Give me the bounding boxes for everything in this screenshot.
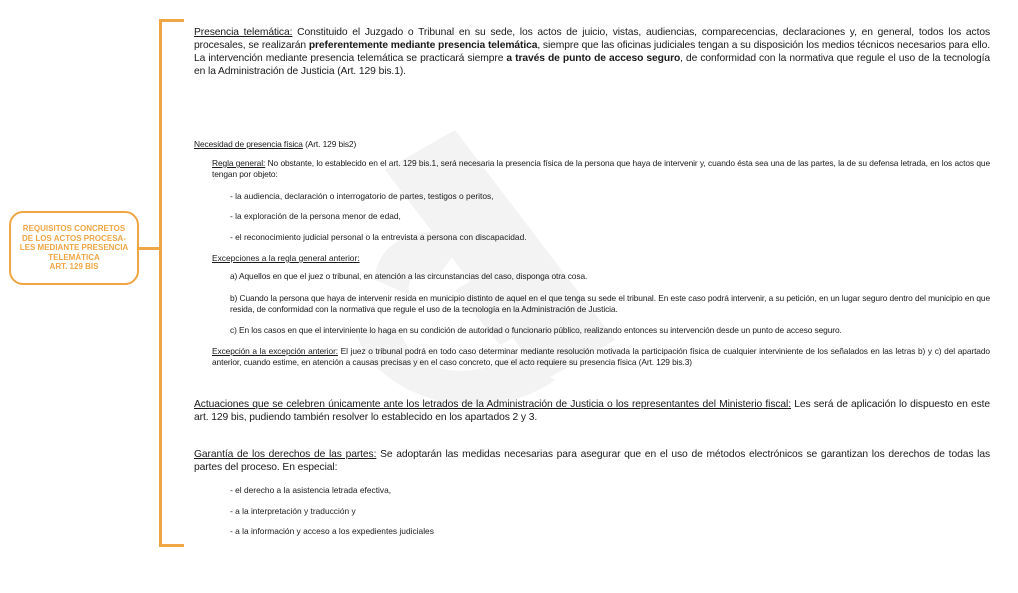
category-line: TELEMÁTICA: [48, 252, 100, 262]
section-heading: Garantía de los derechos de las partes:: [194, 449, 377, 460]
category-line: REQUISITOS CONCRETOS: [22, 224, 126, 234]
paragraph: [194, 398, 990, 424]
category-line: LES MEDIANTE PRESENCIA: [19, 243, 129, 253]
section-actuaciones: [194, 398, 990, 424]
section-heading: Presencia telemática:: [194, 27, 293, 38]
paragraph-text: No obstante, lo establecido en el art. 129 bis.1, será necesaria la presencia física de la persona que haya de intervenir y, cuando ésta sea una de las partes, la de su defensa letrada, en los actos que tengan por objeto:: [212, 158, 991, 180]
paragraph-text: , de conformidad con la normativa que regule el uso de la tecnología en la Administración de Justicia (Art. 129 bis.1).: [194, 53, 990, 77]
list-item: - el derecho a la asistencia letrada efectiva,: [230, 485, 392, 495]
category-line: DE LOS ACTOS PROCESA-: [21, 233, 126, 243]
section-presencia-telematica: [194, 26, 990, 78]
paragraph: [194, 26, 990, 78]
exception-c: [230, 325, 990, 336]
list-item: - a la información y acceso a los expedientes judiciales: [230, 526, 434, 536]
paragraph: [194, 139, 990, 150]
paragraph-text: El juez o tribunal podrá en todo caso determinar mediante resolución motivada la participación física de cualquier interviniente de los señalados en las letras b) y c) del apartado anterior, cuando estime, en atención a causas precisas y en el caso concreto, que el acto requiere su presencia física (Art. 129 bis.3): [212, 346, 990, 368]
category-box: [9, 211, 139, 285]
paragraph: [194, 448, 990, 474]
exception-a: [230, 271, 990, 282]
subsection-heading: Excepciones a la regla general anterior:: [212, 253, 360, 263]
bracket-bottom-tick: [159, 544, 184, 547]
paragraph-text: Se adoptarán las medidas necesarias para asegurar que en el uso de métodos electrónicos se garantizan los derechos de todas las partes del proceso. En especial:: [194, 449, 990, 473]
list-item: - la audiencia, declaración o interrogatorio de partes, testigos o peritos,: [230, 191, 494, 201]
paragraph-text: a) Aquellos en que el juez o tribunal, en atención a las circunstancias del caso, disponga otra cosa.: [230, 271, 588, 281]
category-title: [20, 224, 128, 272]
paragraph: [212, 346, 990, 368]
paragraph-text: c) En los casos en que el interviniente lo haga en su condición de autoridad o funcionario público, realizando entonces su intervención desde un punto de acceso seguro.: [230, 325, 842, 335]
bracket-top-tick: [159, 19, 184, 22]
section-presencia-fisica: [194, 139, 990, 150]
paragraph-text: b) Cuando la persona que haya de intervenir resida en municipio distinto de aquel en el que tenga su sede el tribunal. En este caso podrá intervenir, a su petición, en un lugar seguro dentro del municipio en que resida, de conformidad con la normativa que regule el uso de la tecnología en la Administración de Justicia.: [230, 293, 990, 315]
bracket-line: [159, 19, 162, 547]
exception-b: [230, 293, 990, 315]
bold-text: a través de punto de acceso seguro: [506, 53, 681, 64]
paragraph-text: , siempre que las oficinas judiciales tengan a su disposición los medios técnicos necesarios para ello. La intervención mediante presencia telemática se practicará siempre: [194, 40, 990, 64]
section-heading-suffix: (Art. 129 bis2): [302, 139, 357, 149]
category-line: ART. 129 BIS: [49, 262, 99, 272]
subsection-heading: Regla general:: [212, 158, 266, 168]
list-item: - la exploración de la persona menor de edad,: [230, 211, 401, 221]
paragraph-text: Les será de aplicación lo dispuesto en este art. 129 bis, pudiendo también resolver lo establecido en los apartados 2 y 3.: [194, 399, 991, 423]
list-item: - el reconocimiento judicial personal o la entrevista a persona con discapacidad.: [230, 232, 527, 242]
list-item: - a la interpretación y traducción y: [230, 506, 356, 516]
regla-general: [212, 158, 990, 180]
bold-text: preferentemente mediante presencia telemática: [308, 40, 538, 51]
section-garantia: [194, 448, 990, 474]
subsection-heading: Excepción a la excepción anterior:: [212, 346, 338, 356]
paragraph: [212, 158, 990, 180]
section-heading: Actuaciones que se celebren únicamente ante los letrados de la Administración de Justicia o los representantes del Ministerio fiscal:: [194, 399, 791, 410]
section-heading: Necesidad de presencia física: [194, 139, 303, 149]
excepcion-a-la-excepcion: [212, 346, 990, 368]
paragraph-text: Constituido el Juzgado o Tribunal en su sede, los actos de juicio, vistas, audiencias, comparecencias, declaraciones y, en general, todos los actos procesales, se realizarán: [194, 27, 991, 51]
